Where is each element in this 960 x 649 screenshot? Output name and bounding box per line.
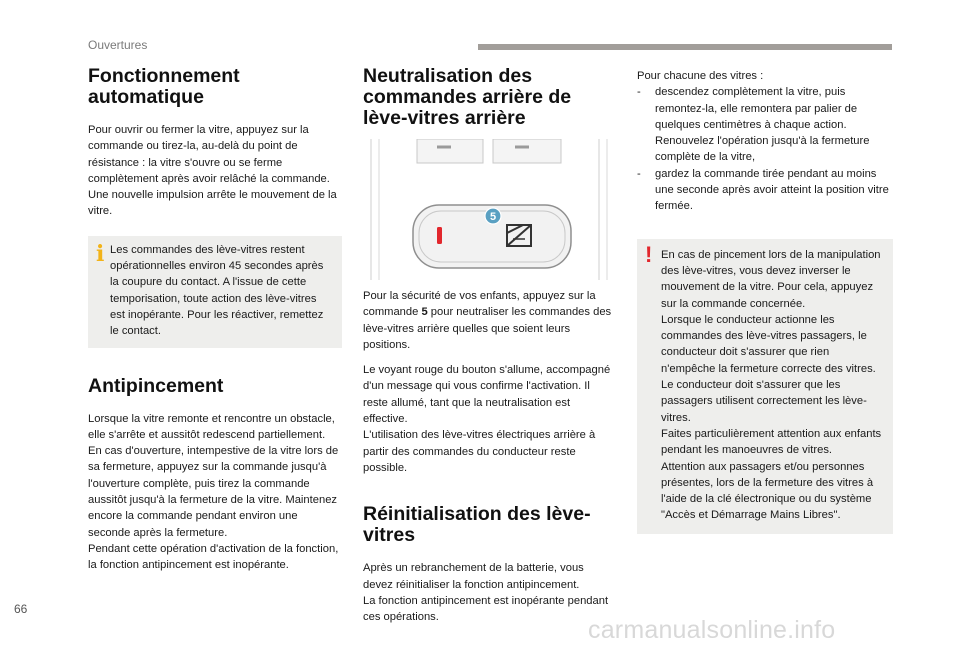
warning-text: Faites particulièrement attention aux enfants pendant les manoeuvres de vitres. <box>661 427 882 457</box>
paragraph: Pendant cette opération d'activation de la fonction, la fonction antipincement est inopérante. <box>88 542 339 572</box>
info-note <box>88 236 342 348</box>
warning-text: Le conducteur doit s'assurer que les passagers utilisent correctement les lève-vitres. <box>661 379 867 424</box>
heading-fonctionnement: Fonctionnement automatique <box>88 65 240 108</box>
instruction-list <box>637 84 893 214</box>
paragraph: La fonction antipincement est inopérante pendant ces opérations. <box>363 594 609 624</box>
paragraph: Pour ouvrir ou fermer la vitre, appuyez sur la commande ou tirez-la, au-delà du point de résistance : la vitre s'ouvre ou se ferme complètement après avoir relâché la commande. Une nouvelle impulsion arrête le mouvement de la vitre. <box>88 124 337 218</box>
paragraph: Après un rebranchement de la batterie, vous devez réinitialiser la fonction antipincement. <box>363 562 584 591</box>
door-panel-illustration <box>365 139 613 280</box>
heading-reinitialisation: Réinitialisation des lève-vitres <box>363 503 591 547</box>
warning-icon: ! <box>645 241 653 267</box>
note-text: Les commandes des lève-vitres restent opérationnelles environ 45 secondes après la coupure du contact. A l'issue de cette temporisation, toute action des lève-vitres est inopérante. Pour les réactiver, remettez le contact. <box>110 243 324 338</box>
paragraph: L'utilisation des lève-vitres électriques arrière à partir des commandes du conducteur reste possible. <box>363 429 596 474</box>
window-switch-figure <box>365 139 613 280</box>
column-1 <box>88 66 342 583</box>
warning-note <box>637 239 893 534</box>
list-item: - descendez complètement la vitre, puis remontez-la, elle remontera par palier de quelques centimètres à chaque action. Renouvelez l'opération jusqu'à la fermeture complète de la vitre, <box>637 86 870 164</box>
page-number: 66 <box>14 602 28 616</box>
warning-text: Attention aux passagers et/ou personnes présentes, lors de la fermeture des vitres à l'aide de la clé électronique ou du système "Accès et Démarrage Mains Libres". <box>661 460 874 522</box>
callout-label: 5 <box>489 211 497 223</box>
column-2 <box>363 66 615 634</box>
paragraph: Pour la sécurité de vos enfants, appuyez sur la commande 5 pour neutraliser les commandes des lève-vitres arrière quelles que soient leurs positions. <box>363 290 612 351</box>
section-tag: Ouvertures <box>88 38 148 52</box>
heading-neutralisation: Neutralisation des commandes arrière de lève-vitres arrière <box>363 65 572 129</box>
header-bar <box>478 44 892 50</box>
info-icon: i <box>96 240 105 267</box>
list-item: - gardez la commande tirée pendant au moins une seconde après avoir atteint la position vitre fermée. <box>637 167 889 213</box>
paragraph: Lorsque la vitre remonte et rencontre un obstacle, elle s'arrête et aussitôt redescend partiellement. <box>88 412 335 441</box>
watermark: carmanualsonline.info <box>588 616 836 644</box>
column-3 <box>637 68 893 534</box>
heading-antipincement: Antipincement <box>88 374 224 397</box>
warning-text: En cas de pincement lors de la manipulation des lève-vitres, vous devez inverser le mouvement de la vitre. Pour cela, appuyez sur la commande concernée. <box>661 248 881 310</box>
paragraph: Le voyant rouge du bouton s'allume, accompagné d'un message qui vous confirme l'activation. Il reste allumé, tant que la neutralisation est effective. <box>363 364 611 426</box>
paragraph: En cas d'ouverture, intempestive de la vitre lors de sa fermeture, appuyez sur la commande jusqu'à l'ouverture complète, puis tirez la commande aussitôt jusqu'à la fermeture de la vitre. Maintenez encore la commande pendant environ une seconde après la fermeture. <box>88 445 339 539</box>
warning-text: Lorsque le conducteur actionne les commandes des lève-vitres passagers, le conducteur doit s'assurer que rien n'empêche la fermeture correcte des vitres. <box>661 313 876 375</box>
list-intro: Pour chacune des vitres : <box>637 70 764 82</box>
